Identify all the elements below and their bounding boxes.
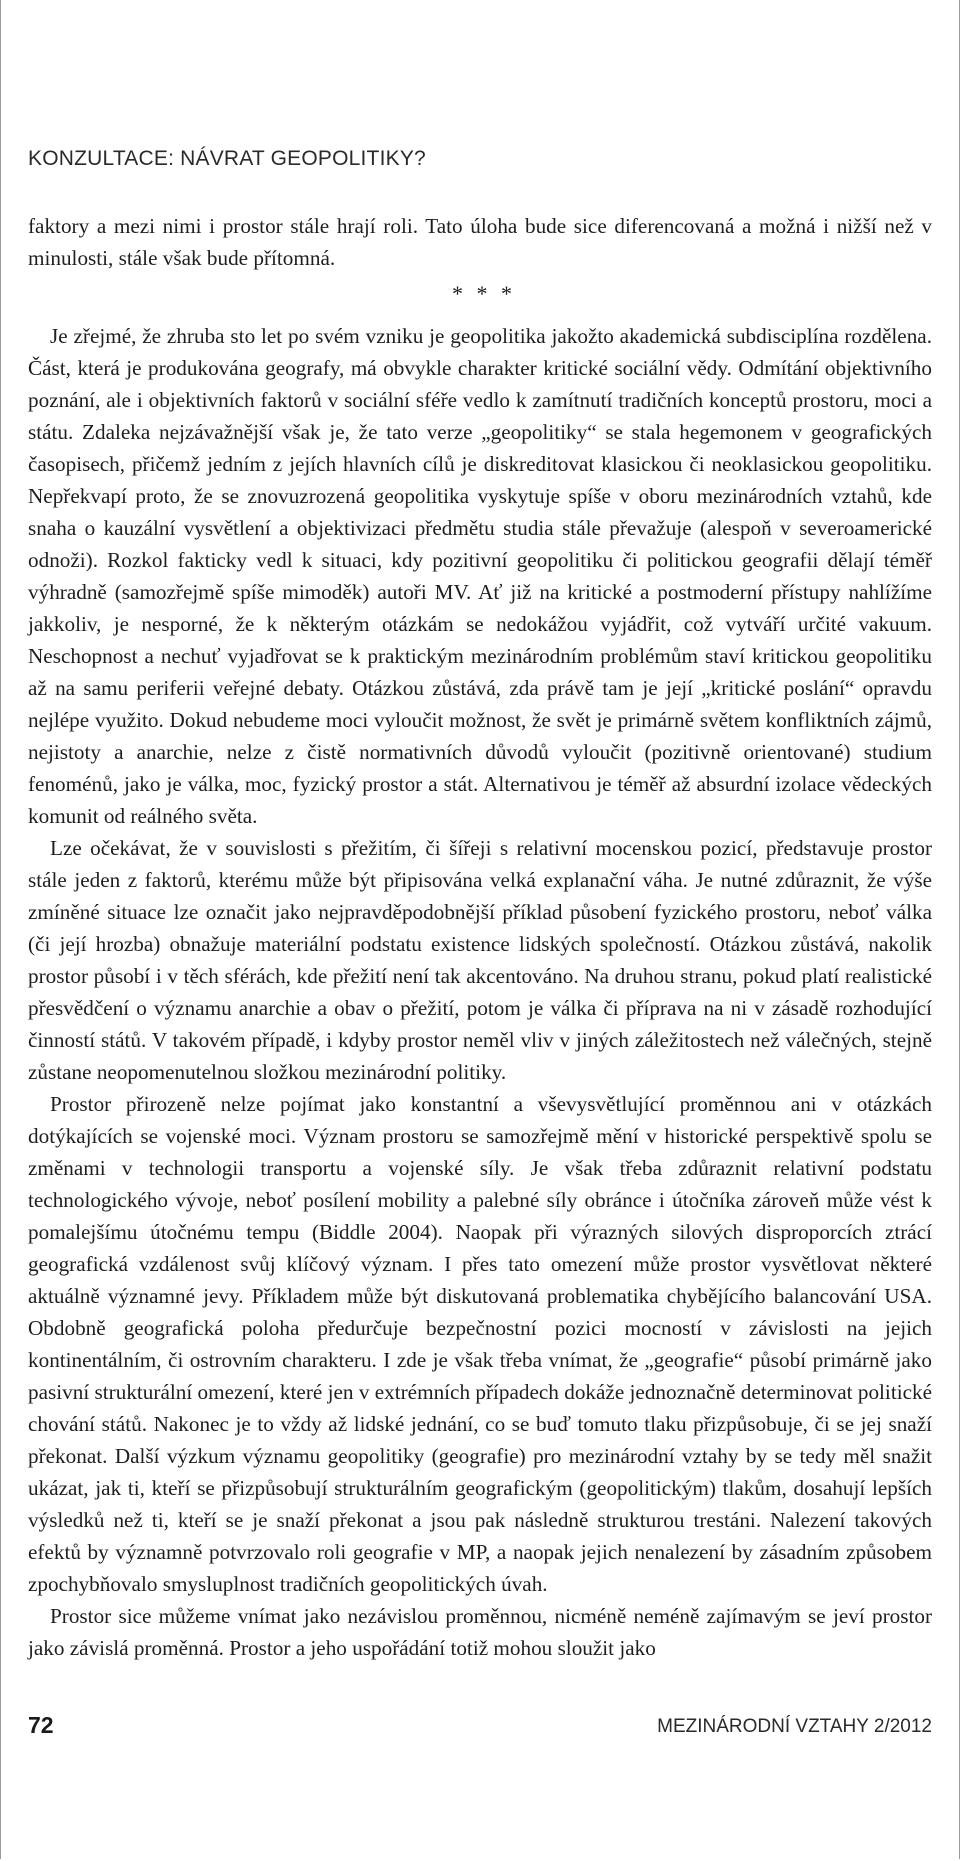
journal-title: MEZINÁRODNÍ VZTAHY 2/2012 (657, 1716, 932, 1737)
continuation-paragraph: faktory a mezi nimi i prostor stále hrají roli. Tato úloha bude sice diferencovaná a možná i nižší než v minulosti, stále však bude přítomná. (28, 214, 932, 270)
paragraph: Prostor sice můžeme vnímat jako nezávislou proměnnou, nicméně neméně zajímavým se jeví prostor jako závislá proměnná. Prostor a jeho uspořádání totiž mohou sloužit jako (28, 1604, 932, 1660)
running-head: KONZULTACE: NÁVRAT GEOPOLITIKY? (28, 147, 426, 170)
paragraph: Prostor přirozeně nelze pojímat jako konstantní a vševysvětlující proměnnou ani v otázkách dotýkajících se vojenské moci. Význam prostoru se samozřejmě mění v historické perspektivě spolu se změnami v technologii transportu a vojenské síly. Je však třeba zdůraznit relativní podstatu technologického vývoje, neboť posílení mobility a palebné síly obránce i útočníka zároveň může vést k pomalejšímu útočnému tempu (Biddle 2004). Naopak při výrazných silových disproporcích ztrácí geografická vzdálenost svůj klíčový význam. I přes tato omezení může prostor vysvětlovat některé aktuálně významné jevy. Příkladem může být diskutovaná problematika chybějícího balancování USA. Obdobně geografická poloha předurčuje bezpečnostní pozici mocností v závislosti na jejich kontinentálním, či ostrovním charakteru. I zde je však třeba vnímat, že „geografie“ působí primárně jako pasivní strukturální omezení, které jen v extrémních případech dokáže jednoznačně determinovat politické chování států. Nakonec je to vždy až lidské jednání, co se buď tomuto tlaku přizpůsobuje, či se jej snaží překonat. Další výzkum významu geopolitiky (geografie) pro mezinárodní vztahy by se tedy měl snažit ukázat, jak ti, kteří se přizpůsobují strukturálním geografickým (geopolitickým) tlakům, dosahují lepších výsledků než ti, kteří se je snaží překonat a jsou pak následně strukturou trestáni. Nalezení takových efektů by významně potvrzovalo roli geografie v MP, a naopak jejich nenalezení by zásadním způsobem zpochybňovalo smysluplnost tradičních geopolitických úvah. (28, 1092, 932, 1596)
article-body (28, 210, 932, 1664)
paragraph: Lze očekávat, že v souvislosti s přežitím, či šířeji s relativní mocenskou pozicí, představuje prostor stále jeden z faktorů, kterému může být připisována velká explanační váha. Je nutné zdůraznit, že výše zmíněné situace lze označit jako nejpravděpodobnější příklad působení fyzického prostoru, neboť válka (či její hrozba) obnažuje materiální podstatu existence lidských společností. Otázkou zůstává, nakolik prostor působí i v těch sférách, kde přežití není tak akcentováno. Na druhou stranu, pokud platí realistické přesvědčení o významu anarchie a obav o přežití, potom je válka či příprava na ni v zásadě rozhodující činností států. V takovém případě, i kdyby prostor neměl vliv v jiných záležitostech než válečných, stejně zůstane neopomenutelnou složkou mezinárodní politiky. (28, 836, 932, 1084)
page-number: 72 (28, 1712, 54, 1738)
section-separator: * * * (452, 281, 516, 306)
paragraph: Je zřejmé, že zhruba sto let po svém vzniku je geopolitika jakožto akademická subdisciplína rozdělena. Část, která je produkována geografy, má obvykle charakter kritické sociální vědy. Odmítání objektivního poznání, ale i objektivních faktorů v sociální sféře vedlo k zamítnutí tradičních konceptů prostoru, moci a státu. Zdaleka nejzávažnější však je, že tato verze „geopolitiky“ se stala hegemonem v geografických časopisech, přičemž jedním z jejích hlavních cílů je diskreditovat klasickou či neoklasickou geopolitiku. Nepřekvapí proto, že se znovuzrozená geopolitika vyskytuje spíše v oboru mezinárodních vztahů, kde snaha o kauzální vysvětlení a objektivizaci předmětu studia stále převažuje (alespoň v severoamerické odnoži). Rozkol fakticky vedl k situaci, kdy pozitivní geopolitiku či politickou geografii dělají téměř výhradně (samozřejmě spíše mimoděk) autoři MV. Ať již na kritické a postmoderní přístupy nahlížíme jakkoliv, je nesporné, že k některým otázkám se nedokážou vyjádřit, což vytváří určité vakuum. Neschopnost a nechuť vyjadřovat se k praktickým mezinárodním problémům staví kritickou geopolitiku až na samu periferii veřejné debaty. Otázkou zůstává, zda právě tam je její „kritické poslání“ opravdu nejlépe využito. Dokud nebudeme moci vyloučit možnost, že svět je primárně světem konfliktních zájmů, nejistoty a anarchie, nelze z čistě normativních důvodů vyloučit (pozitivně orientované) studium fenoménů, jako je válka, moc, fyzický prostor a stát. Alternativou je téměř až absurdní izolace vědeckých komunit od reálného světa. (28, 324, 932, 828)
